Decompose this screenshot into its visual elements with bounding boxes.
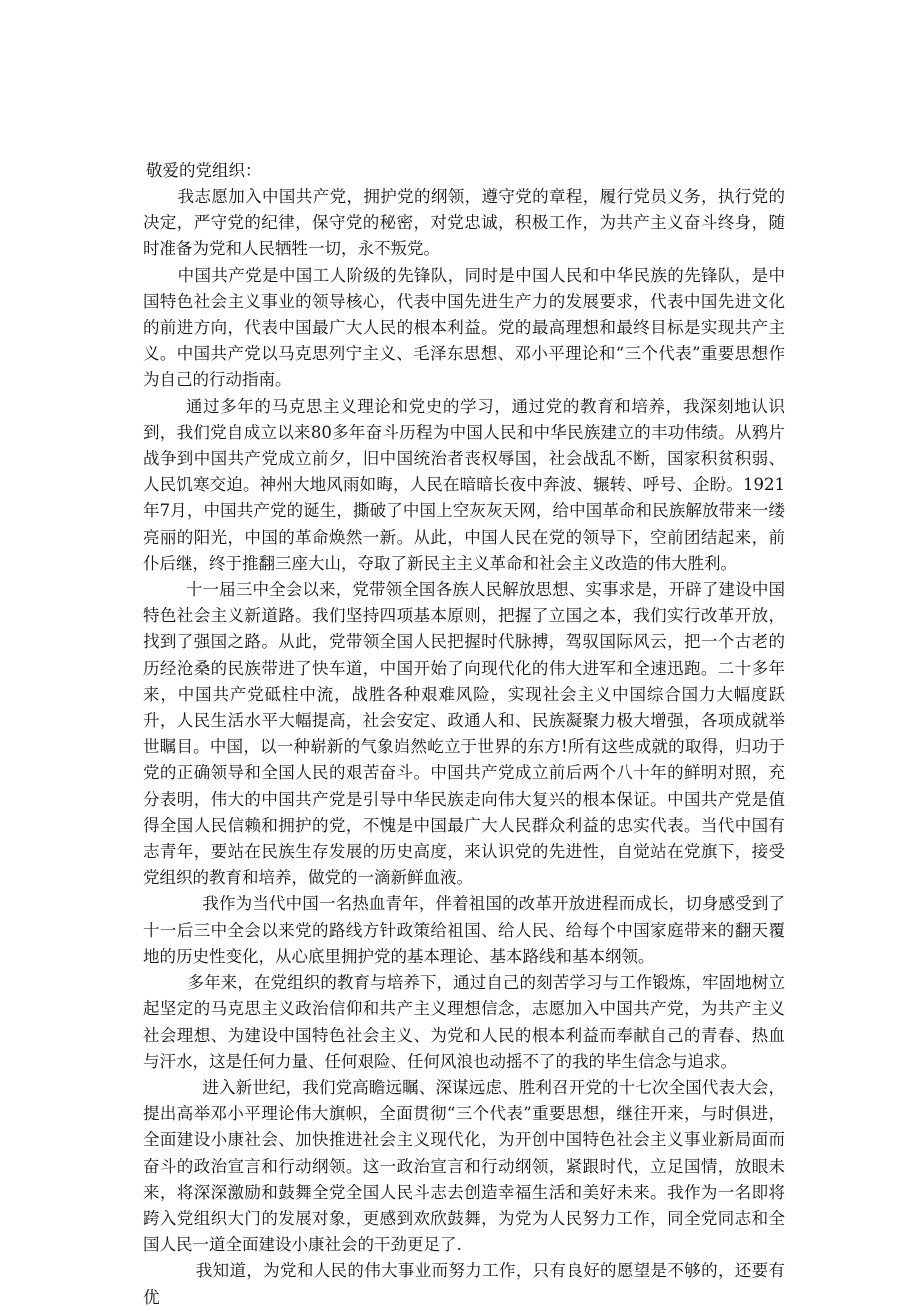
paragraph-pledge: 我志愿加入中国共产党，拥护党的纲领，遵守党的章程，履行党员义务，执行党的决定，严守党的纪律，保守党的秘密，对党忠诚，积极工作，为共产主义奋斗终身，随时准备为党和人民牺牲一切，永不叛党。 [143, 187, 785, 259]
paragraph-reform-opening: 十一届三中全会以来，党带领全国各族人民解放思想、实事求是，开辟了建设中国特色社会主义新道路。我们坚持四项基本原则，把握了立国之本，我们实行改革开放，找到了强国之路。从此，党带领全国人民把握时代脉搏，驾驭国际风云，把一个古老的历经沧桑的民族带进了快车道，中国开始了向现代化的伟大进军和全速迅跑。二十多年来，中国共产党砥柱中流，战胜各种艰难风险，实现社会主义中国综合国力大幅度跃升，人民生活水平大幅提高，社会安定、政通人和、民族凝聚力极大增强，各项成就举世瞩目。中国，以一种崭新的气象岿然屹立于世界的东方!所有这些成就的取得，归功于党的正确领导和全国人民的艰苦奋斗。中国共产党成立前后两个八十年的鲜明对照，充分表明，伟大的中国共产党是引导中华民族走向伟大复兴的根本保证。中国共产党是值得全国人民信赖和拥护的党，不愧是中国最广大人民群众利益的忠实代表。当代中国有志青年，要站在民族生存发展的历史高度，来认识党的先进性，自觉站在党旗下，接受党组织的教育和培养，做党的一滴新鲜血液。 [143, 580, 785, 888]
paragraph-party-nature: 中国共产党是中国工人阶级的先锋队，同时是中国人民和中华民族的先锋队，是中国特色社会主义事业的领导核心，代表中国先进生产力的发展要求，代表中国先进文化的前进方向，代表中国最广大人民的根本利益。党的最高理想和最终目标是实现共产主义。中国共产党以马克思列宁主义、毛泽东思想、邓小平理论和“三个代表”重要思想作为自己的行动指南。 [143, 265, 785, 390]
paragraph-party-history: 通过多年的马克思主义理论和党史的学习，通过党的教育和培养，我深刻地认识到，我们党自成立以来80多年奋斗历程为中国人民和中华民族建立的丰功伟绩。从鸦片战争到中国共产党成立前夕，旧中国统治者丧权辱国，社会战乱不断，国家积贫积弱、人民饥寒交迫。神州大地风雨如晦，人民在暗暗长夜中奔波、辗转、呼号、企盼。1921年7月，中国共产党的诞生，撕破了中国上空灰灰天网，给中国革命和民族解放带来一缕亮丽的阳光，中国的革命焕然一新。从此，中国人民在党的领导下，空前团结起来，前仆后继，终于推翻三座大山，夺取了新民主主义革命和社会主义改造的伟大胜利。 [143, 396, 785, 573]
application-letter [143, 158, 785, 1311]
paragraph-new-century: 进入新世纪，我们党高瞻远瞩、深谋远虑、胜利召开党的十七次全国代表大会，提出高举邓小平理论伟大旗帜，全面贯彻“三个代表”重要思想，继往开来，与时俱进，全面建设小康社会、加快推进社会主义现代化，为开创中国特色社会主义事业新局面而奋斗的政治宣言和行动纲领。这一政治宣言和行动纲领，紧跟时代，立足国情，放眼未来，将深深激励和鼓舞全党全国人民斗志去创造幸福生活和美好未来。我作为一名即将跨入党组织大门的发展对象，更感到欢欣鼓舞，为党为人民努力工作，同全党同志和全国人民一道全面建设小康社会的干劲更足了. [143, 1077, 785, 1255]
salutation: 敬爱的党组织： [146, 161, 262, 180]
paragraph-closing: 我知道，为党和人民的伟大事业而努力工作，只有良好的愿望是不够的，还要有优 [143, 1261, 785, 1307]
paragraph-personal-growth: 我作为当代中国一名热血青年，伴着祖国的改革开放进程而成长，切身感受到了十一后三中全会以来党的路线方针政策给祖国、给人民、给每个中国家庭带来的翻天覆地的历史性变化，从心底里拥护党的基本理论、基本路线和基本纲领。 [143, 894, 785, 966]
paragraph-belief: 多年来，在党组织的教育与培养下，通过自己的刻苦学习与工作锻炼，牢固地树立起坚定的马克思主义政治信仰和共产主义理想信念，志愿加入中国共产党，为共产主义社会理想、为建设中国特色社会主义、为党和人民的根本利益而奉献自己的青春、热血与汗水，这是任何力量、任何艰险、任何风浪也动摇不了的我的毕生信念与追求。 [143, 973, 785, 1071]
